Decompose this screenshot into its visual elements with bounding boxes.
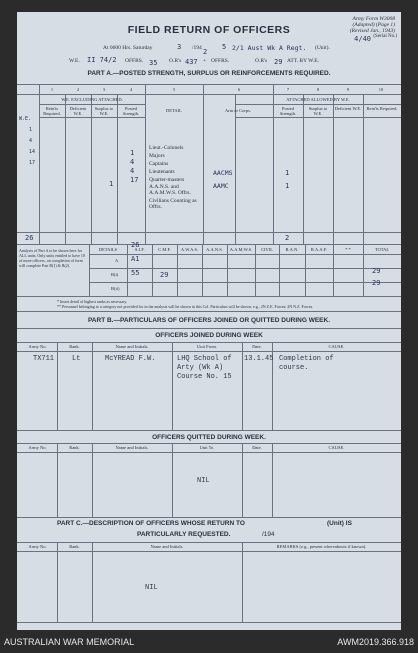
footer-left: AUSTRALIAN WAR MEMORIAL	[4, 637, 135, 647]
col-number: 2	[76, 87, 80, 92]
col-number: 8	[316, 87, 320, 92]
quitted-col: Unit To.	[199, 445, 215, 450]
serial-label: (Serial No.)	[373, 34, 397, 39]
analysis-col: A.I.F.	[134, 247, 145, 252]
arm-corps-header: Arm or Corps.	[224, 108, 252, 113]
joined-rank: Lt	[72, 355, 81, 363]
analysis-cmf-value: 29	[160, 271, 169, 279]
part-c-heading2: PARTICULARLY REQUESTED.	[137, 531, 231, 538]
col-number: 1	[50, 87, 54, 92]
joined-date: 13.1.45	[244, 355, 274, 363]
subheader: Deficient W.E.	[69, 106, 87, 116]
detail-row: Majors	[149, 153, 165, 159]
quitted-col: Army No.	[28, 445, 47, 450]
joined-unit-from: LHQ School of Arty (Wk A) Course No. 15	[177, 355, 232, 381]
col-number: 7	[286, 87, 290, 92]
day-value: 3	[177, 43, 182, 51]
footnote: * Insert detail of highest ranks as necessary.	[57, 299, 128, 304]
analysis-col: A.W.A.S.	[180, 247, 199, 252]
footnote: ** Personnel belonging to a category not provided for in the analysis will be shown in this Col. Particulars will be shown, e.g., 2N Z.E. Forces; 2N N.Z. Forces.	[57, 304, 314, 309]
we-label: W.E.	[69, 58, 80, 64]
joined-col: Date.	[252, 344, 262, 349]
quitted-heading: OFFICERS QUITTED DURING WEEK.	[152, 434, 266, 441]
detail-row: Captains	[149, 161, 169, 167]
subheader: Rein'ts Required.	[366, 106, 398, 111]
part-c-date: /194	[262, 531, 275, 538]
offrs2-value: +	[203, 58, 207, 64]
subheader: Deficient W.E.	[334, 106, 362, 111]
analysis-row: B(ii)	[111, 286, 120, 291]
analysis-col: C.M.F.	[158, 247, 171, 252]
quitted-col: Date.	[252, 445, 262, 450]
analysis-col: * *	[345, 247, 351, 252]
col-number: 6	[237, 87, 241, 92]
form-page	[17, 12, 401, 630]
analysis-total-values: 29 29	[372, 267, 381, 287]
detail-row: Lieutenants	[149, 169, 175, 175]
attached-total: 2	[285, 234, 290, 242]
month-value: 2	[203, 48, 208, 56]
we-value: II 74/2	[87, 56, 117, 64]
subheader: Rein'ts Required.	[43, 106, 61, 116]
offrs2-label: OFFRS.	[211, 58, 230, 64]
col-number: 4	[129, 87, 133, 92]
analysis-col: DETAILS	[98, 247, 118, 252]
quitted-nil: NIL	[197, 477, 210, 485]
joined-cause: Completion of course.	[279, 355, 334, 372]
part-a-heading: PART A.—POSTED STRENGTH, SURPLUS OR REINFORCEMENTS REQUIRED.	[87, 70, 331, 77]
analysis-col: R.A.N.	[285, 247, 299, 252]
quitted-col: Name and Initials.	[115, 445, 149, 450]
detail-row: Civilians Counting as Offrs.	[149, 198, 197, 210]
analysis-col: R.A.A.F.	[310, 247, 328, 252]
part-c-col: REMARKS (e.g., present whereabouts if known).	[276, 544, 367, 549]
att-value: 29	[274, 58, 283, 66]
arm-corps-values: AACMS AAMC	[213, 169, 233, 190]
analysis-col: CIVIL	[261, 247, 273, 252]
detail-row: A.A.N.S. and A.A.M.W.S. Offrs.	[149, 184, 191, 196]
year-value: 5	[222, 43, 227, 51]
joined-name: McYREAD F.W.	[105, 355, 156, 363]
analysis-col: TOTAL	[374, 247, 390, 252]
unit-suffix: (Unit).	[315, 45, 330, 51]
part-c-col: Army No.	[28, 544, 47, 549]
part-c-heading-unit: (Unit) IS	[327, 520, 352, 527]
joined-col: Army No.	[28, 344, 47, 349]
att-label: ATT. BY W.E.	[287, 58, 319, 64]
col-number: 3	[102, 87, 106, 92]
col-number: 10	[378, 87, 384, 92]
col1-total: 26	[25, 234, 34, 242]
posted-strength-values: 1 4 4 17	[130, 149, 139, 184]
attached-allowed-header: ATTACHED ALLOWED BY W.E.	[286, 97, 350, 102]
subheader: Posted Strength.	[279, 106, 297, 116]
quitted-col: CAUSE.	[328, 445, 345, 450]
analysis-row: B(i)	[111, 272, 119, 277]
detail-list	[149, 144, 203, 210]
part-c-nil: NIL	[145, 584, 158, 592]
col-number: 9	[346, 87, 350, 92]
corner-handwriting: 4/40	[354, 35, 371, 43]
attached-posted-values: 1 1	[285, 169, 290, 190]
joined-col: Unit From.	[196, 344, 217, 349]
year-prefix: /194	[192, 45, 202, 51]
left-margin-handwriting: W.E. 1 4 14 17	[19, 116, 36, 166]
subheader: Surplus to W.E.	[308, 106, 328, 116]
part-c-col: Name and Initials.	[150, 544, 184, 549]
analysis-col: A.A.N.S.	[206, 247, 223, 252]
part-c-heading: PART C.—DESCRIPTION OF OFFICERS WHOSE RETURN TO	[57, 520, 245, 527]
unit-value: 2/1 Aust Wk A Regt.	[232, 44, 307, 52]
analysis-col: A.A.M.W.S.	[229, 247, 253, 252]
ors-label: O.R's	[169, 58, 182, 64]
analysis-row: A	[115, 258, 119, 263]
part-c-col: Rank.	[69, 544, 80, 549]
joined-col: CAUSE.	[328, 344, 345, 349]
detail-row: Quarter-masters	[149, 177, 185, 183]
ors-value: 437	[185, 58, 198, 66]
analysis-note: Analysis of Part A to be shown here for ALL units. Only units entitled to have 10 of more officers, on completion of form will complete Part B(1) & B(2).	[19, 248, 85, 268]
part-b-heading: PART B.—PARTICULARS OF OFFICERS JOINED OR QUITTED DURING WEEK.	[87, 317, 331, 324]
ors2-label: O.R's	[255, 58, 268, 64]
footer-right: AWM2019.366.918	[337, 637, 414, 647]
col-number: 5	[172, 87, 176, 92]
joined-heading: OFFICERS JOINED DURING WEEK	[155, 332, 263, 339]
we-excluding-header: W.E. EXCLUDING ATTACHED.	[61, 97, 123, 102]
joined-col: Rank.	[69, 344, 80, 349]
archive-footer	[0, 631, 418, 653]
joined-army-no: TX711	[33, 355, 55, 363]
analysis-aif-values: 26 A1 55	[131, 241, 140, 277]
offrs-value: 35	[149, 59, 158, 67]
surplus-value: 1	[109, 180, 114, 188]
form-title: FIELD RETURN OF OFFICERS	[127, 24, 291, 36]
offrs-label: OFFRS.	[125, 58, 144, 64]
form-id: Army Form W3008 (Adapted) (Page 1) (Revised Jan., 1943)	[349, 16, 395, 34]
joined-col: Name and Initials.	[115, 344, 149, 349]
subheader: Posted Strength.	[122, 106, 140, 116]
quitted-col: Rank.	[69, 445, 80, 450]
detail-header: DETAIL	[166, 108, 182, 113]
detail-row: Lieut.-Colonels	[149, 145, 184, 151]
subheader: Surplus to W.E.	[94, 106, 114, 116]
at-label: At 0600 Hrs. Saturday	[103, 45, 153, 51]
